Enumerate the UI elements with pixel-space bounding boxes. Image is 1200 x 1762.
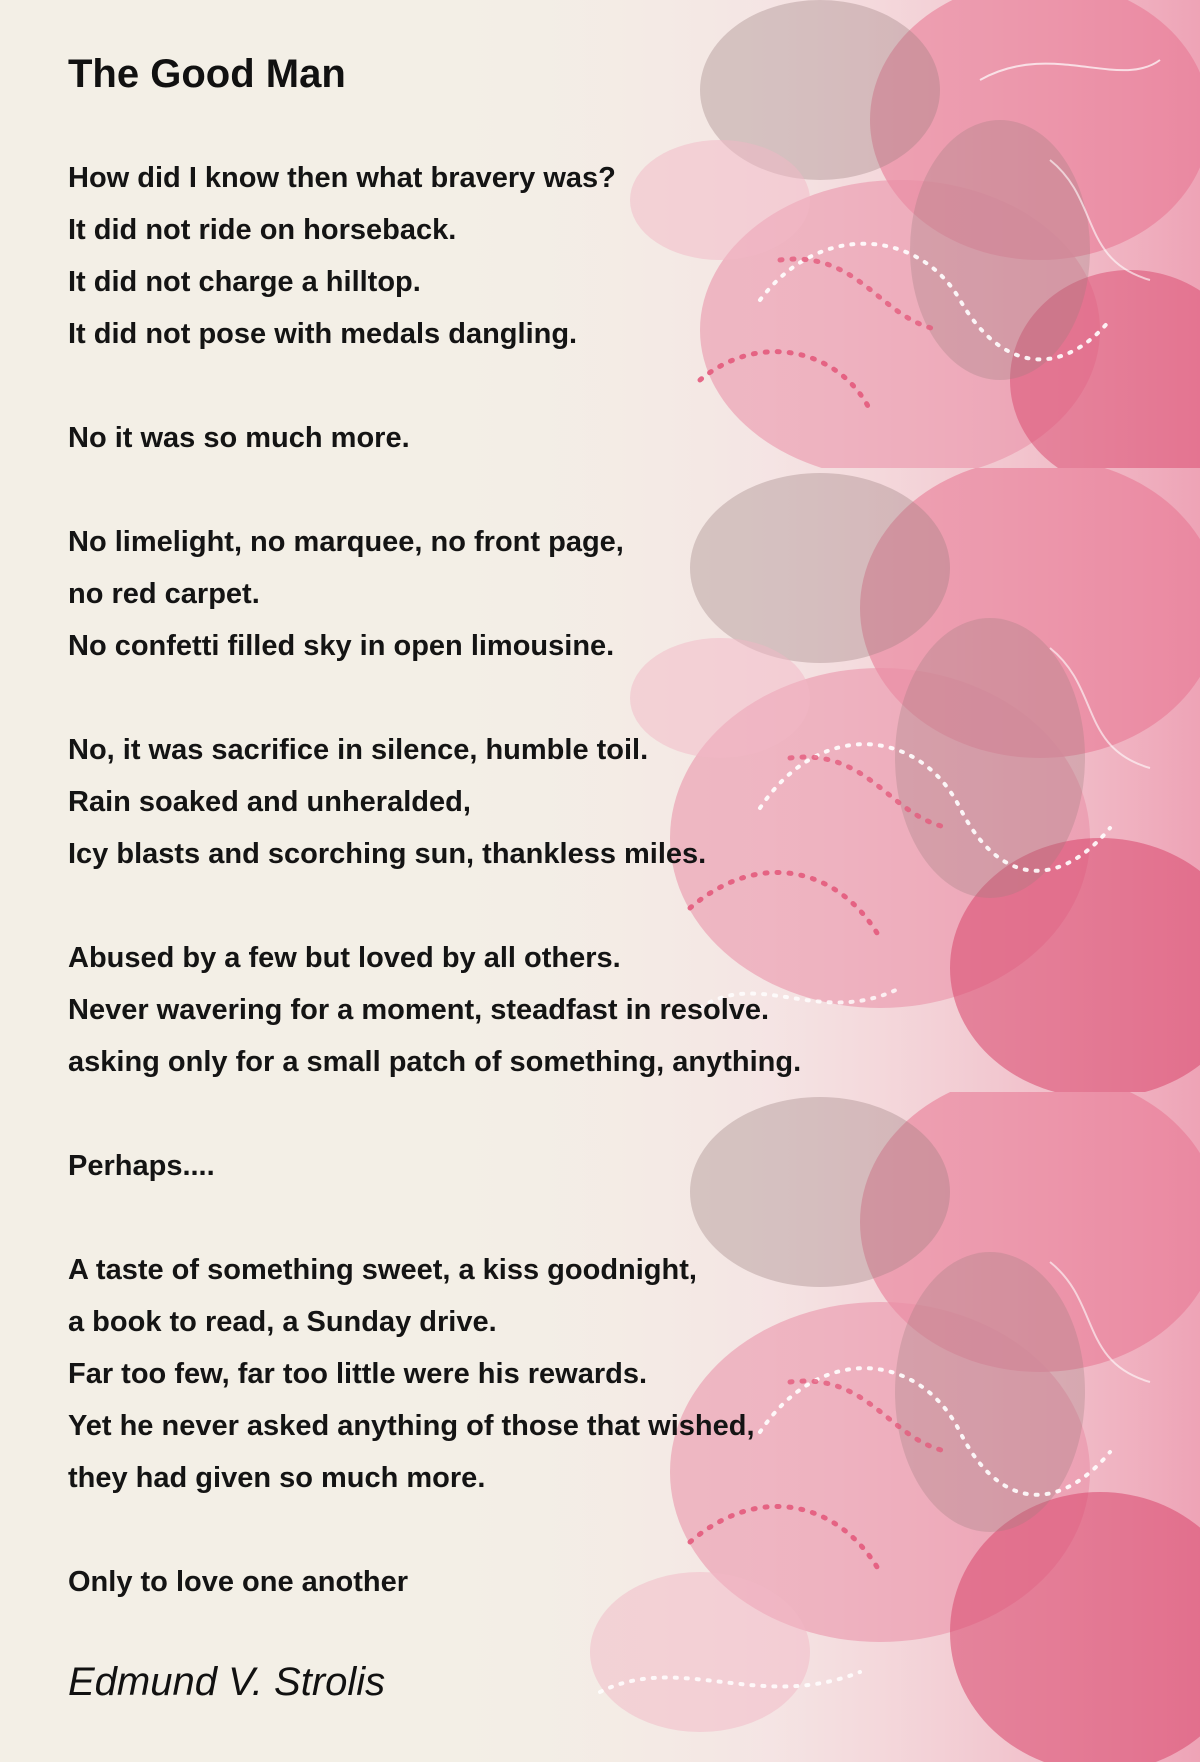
poem-line: no red carpet.: [68, 578, 260, 610]
poem-line: No, it was sacrifice in silence, humble toil.: [68, 734, 649, 766]
poem-line: No limelight, no marquee, no front page,: [68, 526, 624, 558]
poem-line: Rain soaked and unheralded,: [68, 786, 471, 818]
poem-line: Only to love one another: [68, 1566, 408, 1598]
poem-body: [68, 152, 801, 1608]
poem-line: Yet he never asked anything of those that wished,: [68, 1410, 755, 1442]
poem-line: It did not ride on horseback.: [68, 214, 457, 246]
poem-line: asking only for a small patch of something, anything.: [68, 1046, 802, 1078]
stanza-break: [68, 880, 801, 932]
poem-line: a book to read, a Sunday drive.: [68, 1306, 497, 1338]
poem-line: they had given so much more.: [68, 1462, 486, 1494]
poem-line: Perhaps....: [68, 1150, 215, 1182]
poem-line: How did I know then what bravery was?: [68, 162, 616, 194]
poem-line: No it was so much more.: [68, 422, 410, 454]
stanza-break: [68, 1504, 801, 1556]
stanza-break: [68, 464, 801, 516]
poem-line: Never wavering for a moment, steadfast in resolve.: [68, 994, 770, 1026]
stanza-break: [68, 360, 801, 412]
poem-author: Edmund V. Strolis: [68, 1660, 386, 1704]
poem-line: Far too few, far too little were his rewards.: [68, 1358, 648, 1390]
stanza-break: [68, 1192, 801, 1244]
poem-title: The Good Man: [68, 52, 346, 96]
poem-line: It did not charge a hilltop.: [68, 266, 421, 298]
stanza-break: [68, 1088, 801, 1140]
poem-line: Abused by a few but loved by all others.: [68, 942, 621, 974]
poem-line: No confetti filled sky in open limousine.: [68, 630, 615, 662]
poem-line: A taste of something sweet, a kiss goodnight,: [68, 1254, 697, 1286]
poem-line: It did not pose with medals dangling.: [68, 318, 578, 350]
poem-line: Icy blasts and scorching sun, thankless miles.: [68, 838, 707, 870]
stanza-break: [68, 672, 801, 724]
